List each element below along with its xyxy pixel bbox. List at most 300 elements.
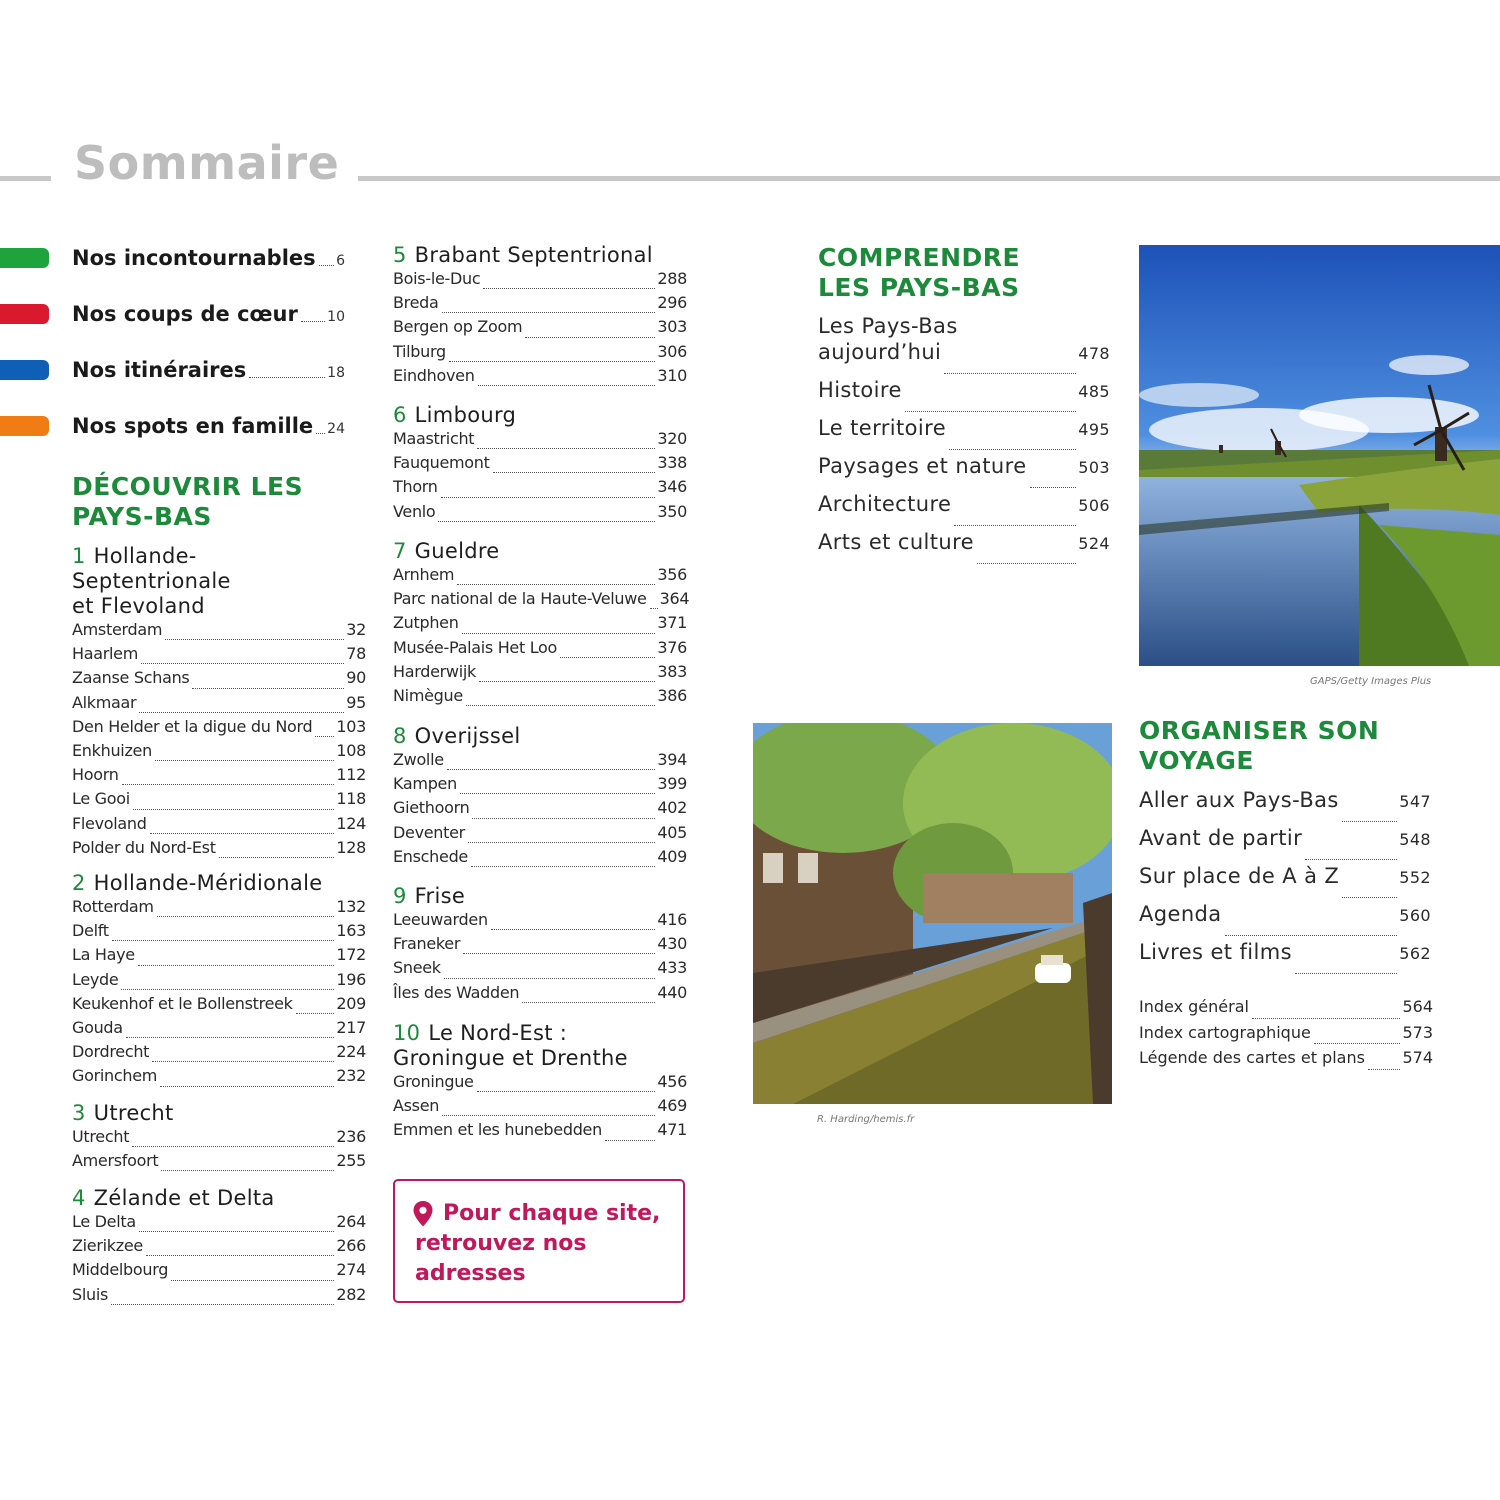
toc-entry-page: 574 [1402,1048,1433,1067]
toc-entry[interactable] [1139,864,1431,902]
toc-entry[interactable] [818,530,1110,568]
dot-leader [525,337,655,338]
windmill-photo [1139,245,1500,666]
toc-entry[interactable] [393,589,690,613]
toc-entry-page: 78 [346,644,366,664]
toc-entry[interactable] [72,1212,366,1236]
chapter-number: 5 [393,243,407,267]
toc-entry-label: Zierikzee [72,1236,143,1256]
toc-entry[interactable] [393,453,687,477]
chapter-title-line [72,544,231,569]
toc-entry[interactable] [72,897,366,921]
toc-entry-label: Rotterdam [72,897,154,916]
toc-entry-label: Bergen op Zoom [393,317,523,337]
toc-entry-label: Bois-le-Duc [393,269,481,288]
toc-entry-label: Thorn [393,477,438,497]
dot-leader [442,1115,655,1116]
dot-leader [155,760,334,761]
toc-entry[interactable] [72,765,366,789]
toc-entry-page: 163 [336,921,366,941]
toc-entry-page: 503 [1078,458,1110,477]
chapter-number: 4 [72,1186,86,1210]
toc-entry-page: 264 [336,1212,366,1231]
toc-entry-page: 402 [657,798,687,818]
dot-leader [296,1013,335,1014]
toc-entry[interactable] [72,921,366,945]
chapter-heading[interactable] [393,243,653,268]
toc-entry-page: 564 [1402,997,1433,1016]
chapter-entries [393,750,687,871]
decouvrir-heading-line-1: DÉCOUVRIR LES [72,472,304,501]
toc-entry[interactable] [1139,940,1431,978]
toc-entry-label: Deventer [393,822,465,842]
dot-leader [315,736,334,737]
toc-entry[interactable] [1139,788,1431,826]
toc-entry-label: Agenda [1139,902,1222,926]
toc-entry[interactable] [393,774,687,798]
toc-entry-page: 95 [346,692,366,712]
toc-entry-label: Breda [393,293,439,313]
dot-leader [441,497,656,498]
toc-entry-page: 236 [336,1127,366,1146]
toc-entry-page: 356 [657,565,687,584]
title-rule-right [358,176,1500,181]
dot-leader [1314,1043,1401,1044]
toc-entry[interactable] [72,741,366,765]
toc-entry-page: 485 [1078,382,1110,401]
toc-entry-page: 409 [657,846,687,866]
toc-entry[interactable] [393,342,687,366]
highlight-color-bar [0,304,49,324]
chapter-number: 2 [72,871,86,895]
chapter-heading[interactable] [72,544,231,619]
toc-entry[interactable] [72,789,366,813]
toc-entry-label: Index général [1139,997,1249,1016]
toc-entry[interactable] [393,847,687,871]
toc-entry-label: Leeuwarden [393,910,488,929]
toc-entry[interactable] [72,693,366,717]
dot-leader [449,361,656,362]
chapter-heading[interactable] [393,539,500,564]
chapter-title-text: Groningue et Drenthe [393,1046,628,1070]
toc-entry-label: Amsterdam [72,620,163,639]
toc-entry-page: 124 [336,813,366,833]
toc-entry-page: 560 [1399,906,1431,925]
chapter-title-text: et Flevoland [72,594,205,618]
chapter-heading[interactable] [72,1186,275,1211]
toc-entry-page: 405 [657,822,687,842]
toc-entry[interactable] [72,838,366,862]
highlight-row [72,302,345,326]
dot-leader [152,1061,334,1062]
chapter-title-text: Zélande et Delta [93,1186,275,1210]
toc-entry-label: Tilburg [393,341,446,361]
highlight-item[interactable] [0,302,345,326]
toc-entry-page: 547 [1399,792,1431,811]
dot-leader [133,809,334,810]
comprendre-heading [818,243,1020,303]
toc-entry[interactable] [1139,1048,1433,1074]
chapter-title-line [393,884,465,909]
organiser-heading [1139,716,1379,776]
toc-entry-label: Sur place de A à Z [1139,864,1340,888]
toc-entry-label: Harderwijk [393,661,476,681]
toc-entry[interactable] [393,958,687,982]
toc-entry-label: Groningue [393,1072,474,1091]
toc-entry[interactable] [72,970,366,994]
dot-leader [491,929,656,930]
toc-entry[interactable] [818,378,1110,416]
toc-entry[interactable] [72,1236,366,1260]
toc-entry-page: 306 [657,341,687,361]
toc-entry[interactable] [393,934,687,958]
toc-entry-label: Middelbourg [72,1260,169,1280]
toc-entry-label: Maastricht [393,429,475,448]
chapter-entries [72,1212,366,1309]
highlight-item[interactable] [0,246,345,270]
toc-entry-page: 132 [336,897,366,916]
toc-entry-page: 288 [657,269,687,288]
dot-leader [319,265,334,266]
toc-entry[interactable] [393,750,687,774]
toc-entry-label: La Haye [72,945,135,965]
toc-entry-label: Hoorn [72,765,119,785]
toc-entry[interactable] [1139,826,1431,864]
dot-leader [468,842,655,843]
toc-entry-label: Polder du Nord-Est [72,837,216,857]
toc-entry-page: 90 [346,668,366,688]
toc-entry-page: 338 [657,453,687,473]
toc-entry[interactable] [818,340,1110,378]
dot-leader [949,449,1076,450]
toc-entry-page: 495 [1078,420,1110,439]
chapter-title-line [393,1021,628,1046]
toc-entry-label: Assen [393,1096,440,1116]
toc-entry-page: 103 [336,716,366,736]
toc-entry[interactable] [72,945,366,969]
dot-leader [126,1037,335,1038]
chapter-title-line [72,569,231,594]
toc-entry-page: 255 [336,1151,366,1171]
chapter-title-line [393,539,500,564]
dot-leader [157,916,335,917]
toc-entry-label: Haarlem [72,644,138,664]
toc-entry-label: Amersfoort [72,1151,159,1171]
canal-photo [753,723,1112,1104]
dot-leader [111,1304,334,1305]
dot-leader [442,312,656,313]
toc-entry-label: Îles des Wadden [393,982,520,1002]
toc-entry[interactable] [1139,902,1431,940]
dot-leader [462,633,656,634]
toc-entry-page: 394 [657,750,687,769]
chapter-entries [393,565,690,710]
chapter-title-line [72,871,322,896]
title-rule-left [0,176,51,181]
chapter-heading[interactable] [393,884,465,909]
toc-entry[interactable] [393,823,687,847]
toc-entry-label: Den Helder et la digue du Nord [72,716,313,736]
toc-entry-page: 376 [657,637,687,657]
toc-entry-page: 232 [336,1066,366,1086]
highlight-page: 6 [336,253,345,269]
dot-leader [1305,859,1397,860]
dot-leader [219,857,335,858]
toc-entry[interactable] [72,668,366,692]
toc-entry-page: 320 [657,429,687,448]
toc-entry-page: 524 [1078,534,1110,553]
toc-entry-label: Alkmaar [72,692,137,712]
decouvrir-heading-line-2: PAYS-BAS [72,502,212,531]
toc-entry-page: 108 [336,740,366,760]
chapter-title-text: Limbourg [414,403,517,427]
toc-entry-page: 506 [1078,496,1110,515]
toc-entry[interactable] [393,638,687,662]
highlight-color-bar [0,360,49,380]
toc-entry[interactable] [393,565,687,589]
toc-entry-page: 217 [336,1017,366,1037]
toc-entry-page: 440 [657,982,687,1002]
toc-entry[interactable] [393,910,687,934]
chapter-title-text: Frise [414,884,466,908]
chapter-number: 9 [393,884,407,908]
dot-leader [141,663,344,664]
toc-entry-page: 430 [657,934,687,954]
toc-entry-label: Les Pays-Bas [818,314,958,338]
dot-leader [905,411,1076,412]
toc-entry-label: Gouda [72,1017,123,1037]
toc-entry-label: Nimègue [393,685,463,705]
toc-entry[interactable] [393,798,687,822]
toc-entry-label: Histoire [818,378,902,402]
toc-entry-page: 383 [657,661,687,681]
dot-leader [316,433,325,434]
toc-entry-label: Emmen et les hunebedden [393,1120,602,1140]
toc-entry-label: Eindhoven [393,365,475,385]
toc-entry[interactable] [72,620,366,644]
dot-leader [479,681,655,682]
toc-entry-label: Arnhem [393,565,455,584]
toc-entry-label: Flevoland [72,813,147,833]
toc-entry[interactable] [72,1151,366,1175]
dot-leader [161,1170,334,1171]
toc-entry-page: 350 [657,501,687,521]
toc-entry[interactable] [393,366,687,390]
toc-entry[interactable] [818,454,1110,492]
toc-entry-label: Aller aux Pays-Bas [1139,788,1339,812]
toc-entry[interactable] [393,269,687,293]
toc-entry-page: 172 [336,945,366,965]
dot-leader [463,953,655,954]
chapter-title-text: Gueldre [414,539,500,563]
toc-entry[interactable] [1139,1023,1433,1049]
dot-leader [605,1140,655,1141]
highlight-label: Nos spots en famille [72,414,314,438]
chapter-title-text: Utrecht [93,1101,174,1125]
toc-entry-label: Enschede [393,846,468,866]
index-list [1139,997,1433,1074]
chapter-title-text: Septentrionale [72,569,231,593]
chapter-number: 7 [393,539,407,563]
toc-entry-label: Venlo [393,501,436,521]
toc-entry[interactable] [393,662,687,686]
toc-entry-line [818,314,1110,340]
dot-leader [139,1231,335,1232]
chapter-entries [72,1127,366,1175]
toc-entry-page: 433 [657,958,687,978]
toc-entry-page: 196 [336,969,366,989]
chapter-heading[interactable] [393,1021,628,1071]
toc-entry-page: 552 [1399,868,1431,887]
toc-entry-page: 128 [336,837,366,857]
chapter-title-text: Le Nord-Est : [428,1021,568,1045]
dot-leader [132,1146,334,1147]
highlight-color-bar [0,416,49,436]
toc-entry-label: Sneek [393,958,441,978]
toc-entry[interactable] [72,1127,366,1151]
dot-leader [650,608,658,609]
toc-entry-page: 303 [657,317,687,337]
chapter-number: 3 [72,1101,86,1125]
toc-entry[interactable] [72,994,366,1018]
toc-entry[interactable] [393,502,687,526]
chapter-title-text: Brabant Septentrional [414,243,653,267]
chapter-number: 10 [393,1021,421,1045]
toc-entry[interactable] [72,1285,366,1309]
toc-entry[interactable] [72,644,366,668]
toc-entry[interactable] [393,293,687,317]
chapter-entries [393,910,687,1007]
dot-leader [171,1280,334,1281]
dot-leader [977,563,1076,564]
chapter-number: 6 [393,403,407,427]
toc-entry-page: 416 [657,910,687,929]
toc-entry-label: Index cartographique [1139,1022,1311,1042]
toc-entry[interactable] [72,1018,366,1042]
toc-entry-label: Architecture [818,492,952,516]
highlight-page: 18 [327,365,345,381]
toc-entry-page: 364 [659,589,690,609]
toc-entry-label: Le Delta [72,1212,136,1231]
highlight-item[interactable] [0,414,345,438]
dot-leader [493,472,656,473]
toc-entry[interactable] [72,1066,366,1090]
toc-entry-label: Dordrecht [72,1042,150,1062]
highlight-page: 24 [327,421,345,437]
dot-leader [944,373,1076,374]
toc-entry[interactable] [818,416,1110,454]
toc-entry[interactable] [72,1260,366,1284]
toc-entry-page: 118 [336,789,366,809]
toc-entry-label: Livres et films [1139,940,1292,964]
toc-entry[interactable] [72,1042,366,1066]
chapter-heading[interactable] [72,871,322,896]
highlight-item[interactable] [0,358,345,382]
dot-leader [483,288,655,289]
organiser-heading-line-1: ORGANISER SON [1139,716,1380,745]
decouvrir-heading [72,472,303,532]
comprendre-list [818,314,1110,568]
windmill-photo-credit: GAPS/Getty Images Plus [1310,676,1432,687]
toc-entry-label: aujourd’hui [818,340,942,364]
callout-text: Pour chaque site, retrouvez nos adresses [415,1201,661,1286]
page-title: Sommaire [74,136,340,190]
toc-entry-label: Delft [72,921,109,941]
toc-entry-label: Parc national de la Haute-Veluwe [393,589,647,609]
dot-leader [121,989,334,990]
dot-leader [1295,973,1397,974]
chapter-entries [72,620,366,862]
dot-leader [301,321,325,322]
toc-entry-page: 548 [1399,830,1431,849]
chapter-title-line [72,1186,275,1211]
toc-entry[interactable] [1139,997,1433,1023]
chapter-title-line [393,243,653,268]
toc-entry[interactable] [393,983,687,1007]
chapter-heading[interactable] [393,724,521,749]
toc-entry-label: Zwolle [393,750,444,769]
dot-leader [139,712,344,713]
toc-entry-page: 209 [336,993,366,1013]
chapter-title-line [72,1101,174,1126]
toc-entry-page: 573 [1402,1022,1433,1042]
toc-entry[interactable] [393,686,687,710]
toc-entry-page: 310 [657,365,687,385]
toc-entry[interactable] [393,613,687,637]
toc-entry-label: Le territoire [818,416,947,440]
chapter-title-text: Hollande- [93,544,197,568]
chapter-entries [393,1072,687,1145]
toc-entry[interactable] [393,1096,687,1120]
toc-entry-label: Leyde [72,969,119,989]
chapter-title-line [72,594,231,619]
chapter-entries [393,429,687,526]
chapter-heading[interactable] [72,1101,174,1126]
toc-entry-label: Enkhuizen [72,740,152,760]
toc-entry[interactable] [393,1072,687,1096]
chapter-entries [393,269,687,390]
dot-leader [444,978,656,979]
dot-leader [447,769,656,770]
highlight-page: 10 [327,309,345,325]
dot-leader [954,525,1076,526]
chapter-title-line [393,403,516,428]
dot-leader [249,377,325,378]
toc-entry-page: 386 [657,685,687,705]
toc-entry-page: 266 [336,1236,366,1256]
chapter-heading[interactable] [393,403,516,428]
toc-entry[interactable] [72,814,366,838]
toc-entry-label: Gorinchem [72,1066,158,1086]
toc-entry[interactable] [393,1120,687,1144]
toc-entry[interactable] [393,429,687,453]
chapter-title-text: Hollande-Méridionale [93,871,323,895]
toc-entry[interactable] [393,317,687,341]
toc-entry-label: Paysages et nature [818,454,1027,478]
toc-entry[interactable] [393,477,687,501]
canal-photo-credit: R. Harding/hemis.fr [817,1114,915,1125]
toc-entry-page: 478 [1078,344,1110,363]
toc-entry-label: Utrecht [72,1127,130,1146]
dot-leader [112,940,335,941]
dot-leader [150,833,335,834]
dot-leader [122,784,335,785]
toc-entry-label: Musée-Palais Het Loo [393,637,558,657]
highlight-label: Nos incontournables [72,246,316,270]
dot-leader [472,818,655,819]
toc-entry[interactable] [818,492,1110,530]
toc-entry[interactable] [72,717,366,741]
